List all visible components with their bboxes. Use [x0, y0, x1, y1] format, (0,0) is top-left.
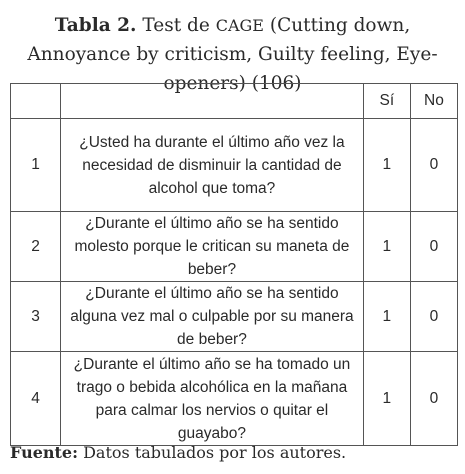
row-si-value: 1 [363, 282, 410, 352]
row-no-value: 0 [410, 212, 457, 282]
table-row [11, 352, 458, 446]
row-no-value: 0 [410, 352, 457, 446]
header-question [61, 84, 364, 119]
table-footer [10, 441, 346, 465]
row-no-value: 0 [410, 282, 457, 352]
row-question: ¿Durante el último año se ha tomado un trago o bebida alcohólica en la mañana para calmar los nervios o quitar el guayabo? [61, 352, 364, 446]
header-number [11, 84, 61, 119]
caption-label: Tabla 2. [54, 15, 137, 36]
row-si-value: 1 [363, 119, 410, 212]
row-si-value: 1 [363, 352, 410, 446]
table-row [11, 119, 458, 212]
caption-text-after: (Cutting down, Annoyance by criticism, Guilty feeling, Eye-openers) (106) [27, 15, 438, 94]
row-number: 4 [11, 352, 61, 446]
row-si-value: 1 [363, 212, 410, 282]
row-question: ¿Durante el último año se ha sentido molesto porque le critican su maneta de beber? [61, 212, 364, 282]
caption-acronym: CAGE [215, 16, 264, 35]
table-row [11, 282, 458, 352]
footer-text: Datos tabulados por los autores. [83, 443, 347, 462]
footer-label: Fuente: [10, 443, 78, 462]
row-number: 2 [11, 212, 61, 282]
row-no-value: 0 [410, 119, 457, 212]
row-question: ¿Usted ha durante el último año vez la necesidad de disminuir la cantidad de alcohol que toma? [61, 119, 364, 212]
header-si: Sí [363, 84, 410, 119]
cage-test-table [10, 83, 458, 446]
row-number: 1 [11, 119, 61, 212]
table-row [11, 212, 458, 282]
header-no: No [410, 84, 457, 119]
row-number: 3 [11, 282, 61, 352]
row-question: ¿Durante el último año se ha sentido alguna vez mal o culpable por su manera de beber? [61, 282, 364, 352]
table-header-row [11, 84, 458, 119]
caption-text-before: Test de [142, 15, 210, 36]
